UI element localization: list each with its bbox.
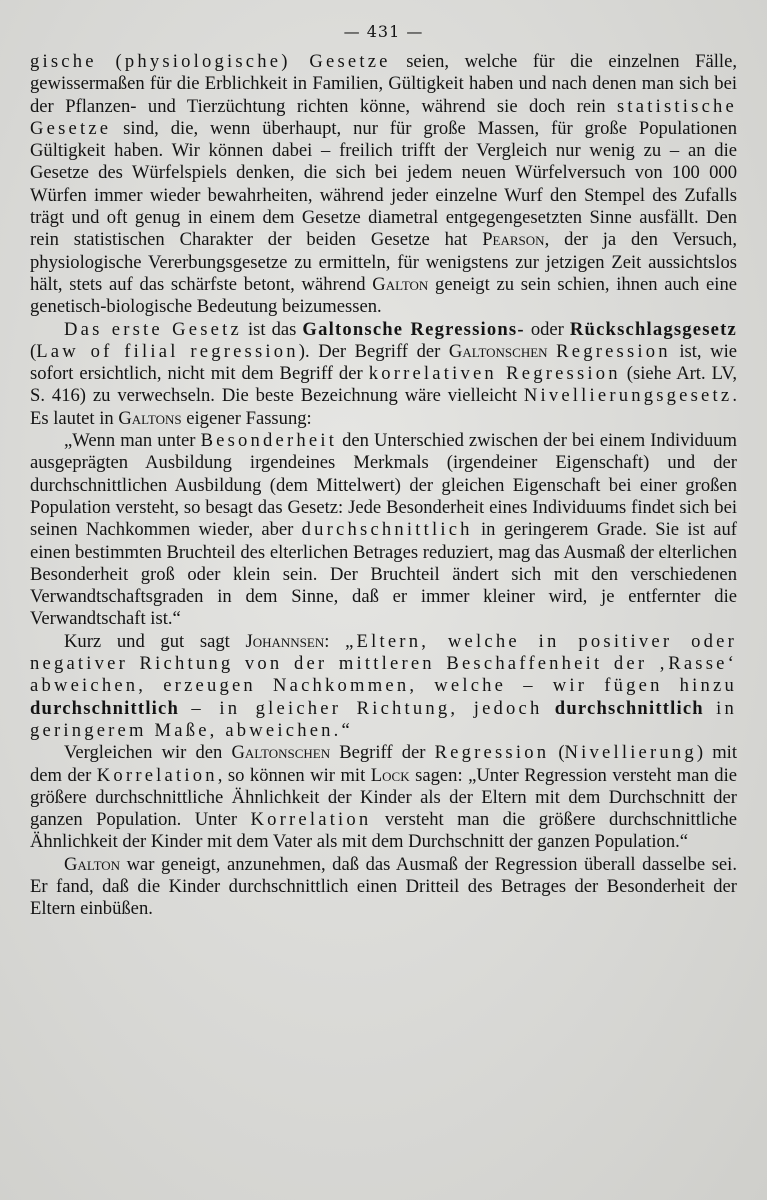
text-run-sp: Nivellierungsgesetz: [523, 385, 733, 407]
text-run: versteht man die größere durchschnittliche Ähnlichkeit der Kinder mit dem Vater als mit dem Durchschnitt der ganzen Population.“: [30, 809, 737, 853]
text-run: [179, 698, 191, 719]
text-run: den Unterschied zwischen der bei einem Individuum ausgeprägten Ausbildung irgendeines Merkmals (irgendeiner Eigenschaft) und der durchschnittlichen Ausbildung (dem Mittelwert) der gleichen Eigenschaft bei einer großen Population versteht, so besagt das Gesetz: Jede Besonderheit eines Individuums findet sich bei seinen Nachkommen wieder, aber: [30, 430, 738, 541]
text-run-sp: Regression: [434, 742, 550, 764]
text-run-sp: Das erste Gesetz: [64, 318, 242, 340]
text-run: [704, 698, 716, 719]
paragraph: [30, 51, 737, 319]
text-run: sind, die, wenn überhaupt, nur für große Massen, für große Populationen Gültigkeit haben. Wir können dabei – freilich trifft der Vergleich nur wenig zu – an die Gesetze des Würfelspiels denken, die sich bei jedem neuen Würfelversuch von 100 000 Würfen immer wieder bewahrheiten, während jeder einzelne Wurf den Stempel des Zufalls trägt und oft genug in einem dem Gesetze diametral entgegengesetzten Sinne ausfällt. Den rein statistischen Charakter der beiden Gesetze hat: [30, 117, 737, 251]
text-run: war geneigt, anzunehmen, daß das Ausmaß der Regression überall dasselbe sei. Er fand, daß die Kinder durchschnittlich einen Dritteil des Betrages der Besonderheit der Eltern einbüßen.: [30, 853, 737, 920]
text-run-bold: Rückschlagsgesetz: [569, 318, 737, 340]
body-text: [30, 51, 737, 921]
text-run-bold: Galtonsche Regressions-: [302, 318, 525, 340]
text-run-sp: Korrelation: [96, 764, 218, 786]
text-run: (: [30, 340, 37, 362]
text-run: , so können wir mit: [217, 764, 371, 786]
text-run-sp: – in gleicher Richtung, jedoch: [191, 697, 543, 719]
text-run: [548, 341, 557, 362]
text-run-sc: Galtonschen: [448, 340, 548, 362]
text-run: eigener Fassung:: [181, 407, 312, 429]
text-run: :: [324, 630, 346, 652]
text-run-sc: Galtonschen: [231, 742, 331, 764]
text-run: . Es lautet in: [30, 385, 737, 429]
text-run: sagen: „Unter Regression versteht man die größere durchschnittliche Ähnlichkeit der Kinder als der Eltern mit dem Durchschnitt der ganzen Population. Unter: [30, 764, 737, 831]
text-run-sc: Galton: [64, 853, 121, 875]
text-run: Begriff der: [330, 742, 435, 764]
text-run: oder: [524, 318, 570, 340]
text-run-sp: „Eltern, welche in positiver oder negativer Richtung von der mittleren Beschaffenheit der ‚Rasse‘ abweichen, erzeugen Nachkommen, welche – wir fügen hinzu: [30, 630, 737, 697]
text-run-sp: Besonderheit: [200, 430, 338, 452]
text-run-sp: Regression: [556, 340, 671, 362]
text-run: seien, welche für die einzelnen Fälle, gewissermaßen für die Erblichkeit in Familien, Gültigkeit haben und nach denen man sich bei der Pflanzen- und Tierzüchtung richten könne, während sie doch rein: [30, 51, 737, 117]
paragraph: [30, 742, 737, 853]
text-run: Vergleichen wir den: [64, 742, 232, 764]
text-run-sp: korrelativen Regression: [368, 363, 621, 385]
text-run: in geringerem Grade. Sie ist auf einen bestimmten Bruchteil des elterlichen Betrages reduziert, mag das Ausmaß der elterlichen Besonderheit groß oder klein sein. Der Bruchteil ändert sich mit den verschiedenen Verwandtschaftsgraden in dem Sinne, daß er immer kleiner wird, je entfernter die Verwandtschaft ist.“: [30, 519, 737, 630]
text-run: (: [549, 742, 565, 764]
text-run: ist das: [241, 318, 303, 340]
text-run-bold: durchschnittlich: [554, 697, 704, 719]
paragraph: [30, 430, 737, 631]
text-run-sc: Pearson: [482, 229, 545, 251]
text-run-sc: Johannsen: [245, 630, 325, 652]
text-run-sp: statistische Gesetze: [30, 95, 737, 139]
text-run: (siehe Art. LV, S. 416) zu verwechseln. Die beste Bezeichnung wäre vielleicht: [30, 363, 737, 407]
paragraph: [30, 319, 737, 430]
text-run-bold: durchschnittlich: [30, 697, 180, 719]
paragraph: [30, 854, 737, 921]
text-run-sp: Nivellierung: [564, 742, 697, 764]
text-run-sp: in geringerem Maße, abweichen.“: [30, 697, 738, 741]
text-run: ). Der Begriff der: [298, 340, 449, 362]
text-run-sc: Galtons: [118, 407, 182, 429]
text-run: ) mit dem der: [30, 742, 738, 786]
text-run-sp: Korrelation: [250, 809, 372, 831]
text-run-sc: Galton: [372, 273, 429, 295]
text-run: , der ja den Versuch, physiologische Vererbungsgesetze zu ermitteln, für wenigstens zur jetzigen Zeit aussichtslos hält, stets auf das schärfste betont, während: [30, 229, 737, 295]
text-run: „Wenn man unter: [64, 430, 201, 452]
text-run-sp: durchschnittlich: [301, 519, 473, 541]
page-number: — 431 —: [343, 22, 424, 41]
text-run: Kurz und gut sagt: [64, 630, 246, 652]
text-run: geneigt zu sein schien, ihnen auch eine genetisch-biologische Bedeutung beizumessen.: [30, 273, 737, 318]
text-run-sp: Law of filial regression: [36, 340, 299, 362]
text-run: [543, 698, 555, 719]
text-run-sp: gische (physiologische) Gesetze: [30, 51, 391, 72]
text-run: ist, wie sofort ersichtlich, nicht mit dem Begriff der: [30, 340, 737, 385]
text-run-sc: Lock: [370, 764, 410, 786]
paragraph: [30, 631, 737, 742]
